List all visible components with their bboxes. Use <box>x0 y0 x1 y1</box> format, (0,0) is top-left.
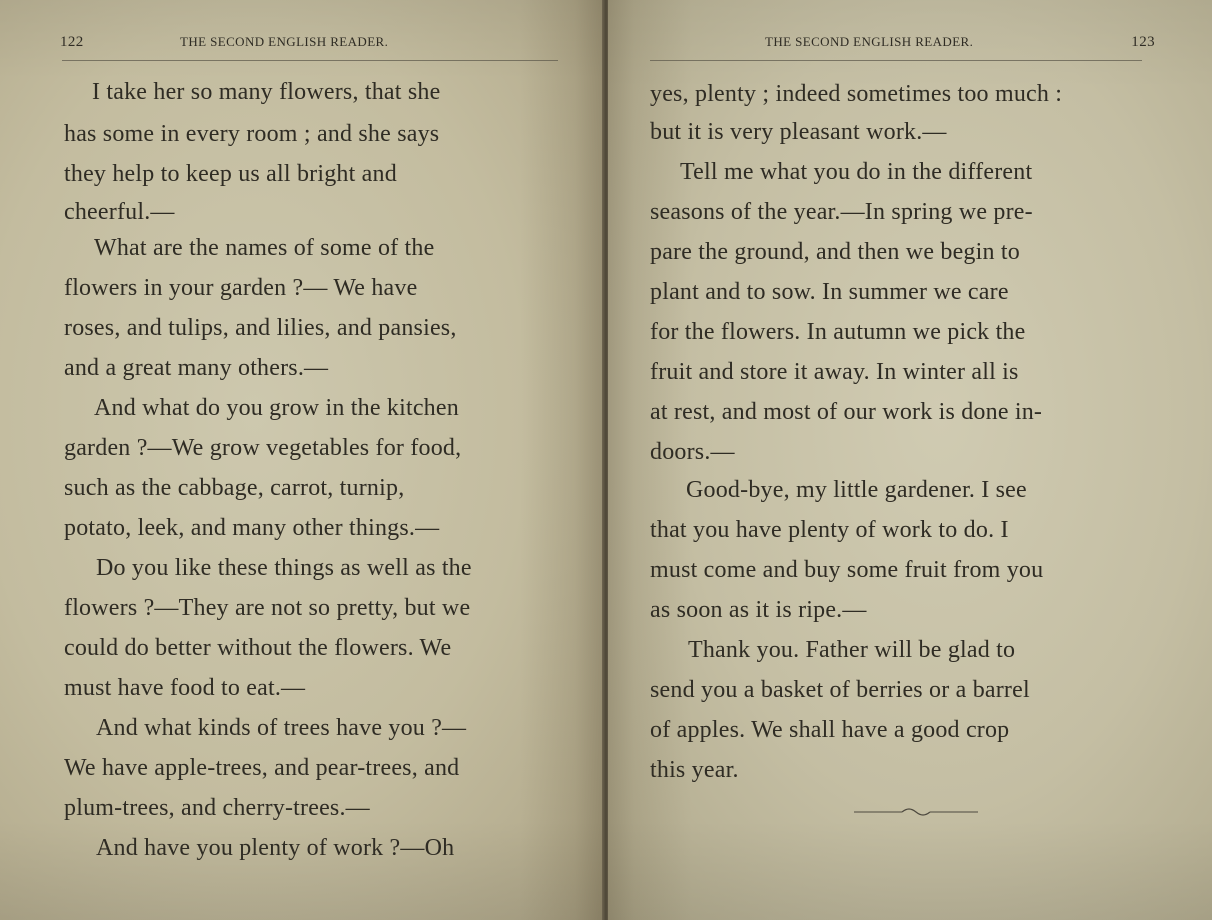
left-page <box>0 0 604 920</box>
right-header-rule <box>650 60 1142 61</box>
left-line-15: could do better without the flowers. We <box>64 635 452 661</box>
right-line-2: but it is very pleasant work.— <box>650 119 947 145</box>
left-line-18: We have apple-trees, and pear-trees, and <box>64 755 460 781</box>
end-ornament <box>854 806 978 818</box>
right-page <box>608 0 1212 920</box>
left-line-10: garden ?—We grow vegetables for food, <box>64 435 462 461</box>
left-header-rule <box>62 60 558 61</box>
right-line-6: plant and to sow. In summer we care <box>650 279 1009 305</box>
left-line-7: roses, and tulips, and lilies, and pansies, <box>64 315 457 341</box>
left-line-13: Do you like these things as well as the <box>96 555 472 581</box>
ornament-center-flourish <box>902 809 930 815</box>
left-page-number: 122 <box>60 34 84 50</box>
right-line-14: as soon as it is ripe.— <box>650 597 867 623</box>
right-line-1: yes, plenty ; indeed sometimes too much : <box>650 81 1063 107</box>
right-line-15: Thank you. Father will be glad to <box>688 637 1016 663</box>
right-line-7: for the flowers. In autumn we pick the <box>650 319 1026 345</box>
left-line-9: And what do you grow in the kitchen <box>94 395 459 421</box>
left-line-14: flowers ?—They are not so pretty, but we <box>64 595 471 621</box>
right-line-5: pare the ground, and then we begin to <box>650 239 1020 265</box>
left-line-11: such as the cabbage, carrot, turnip, <box>64 475 405 501</box>
right-line-18: this year. <box>650 757 739 783</box>
left-line-12: potato, leek, and many other things.— <box>64 515 440 541</box>
left-line-4: cheerful.— <box>64 199 175 225</box>
left-line-20: And have you plenty of work ?—Oh <box>96 835 455 861</box>
right-line-8: fruit and store it away. In winter all is <box>650 359 1019 385</box>
right-line-16: send you a basket of berries or a barrel <box>650 677 1030 703</box>
right-line-13: must come and buy some fruit from you <box>650 557 1044 583</box>
right-line-4: seasons of the year.—In spring we pre- <box>650 199 1033 225</box>
right-line-11: Good-bye, my little gardener. I see <box>686 477 1027 503</box>
right-line-3: Tell me what you do in the different <box>680 159 1033 185</box>
right-line-10: doors.— <box>650 439 735 465</box>
left-line-17: And what kinds of trees have you ?— <box>96 715 467 741</box>
left-line-3: they help to keep us all bright and <box>64 161 397 187</box>
left-line-19: plum-trees, and cherry-trees.— <box>64 795 370 821</box>
right-running-head: THE SECOND ENGLISH READER. <box>765 34 974 49</box>
right-line-12: that you have plenty of work to do. I <box>650 517 1009 543</box>
left-line-8: and a great many others.— <box>64 355 329 381</box>
left-line-1: I take her so many flowers, that she <box>92 79 441 105</box>
right-line-17: of apples. We shall have a good crop <box>650 717 1010 743</box>
right-line-9: at rest, and most of our work is done in- <box>650 399 1043 425</box>
left-line-2: has some in every room ; and she says <box>64 121 440 147</box>
left-line-6: flowers in your garden ?— We have <box>64 275 418 301</box>
left-line-5: What are the names of some of the <box>94 235 435 261</box>
left-line-16: must have food to eat.— <box>64 675 306 701</box>
right-page-number: 123 <box>1131 34 1155 50</box>
left-running-head: THE SECOND ENGLISH READER. <box>180 34 389 49</box>
